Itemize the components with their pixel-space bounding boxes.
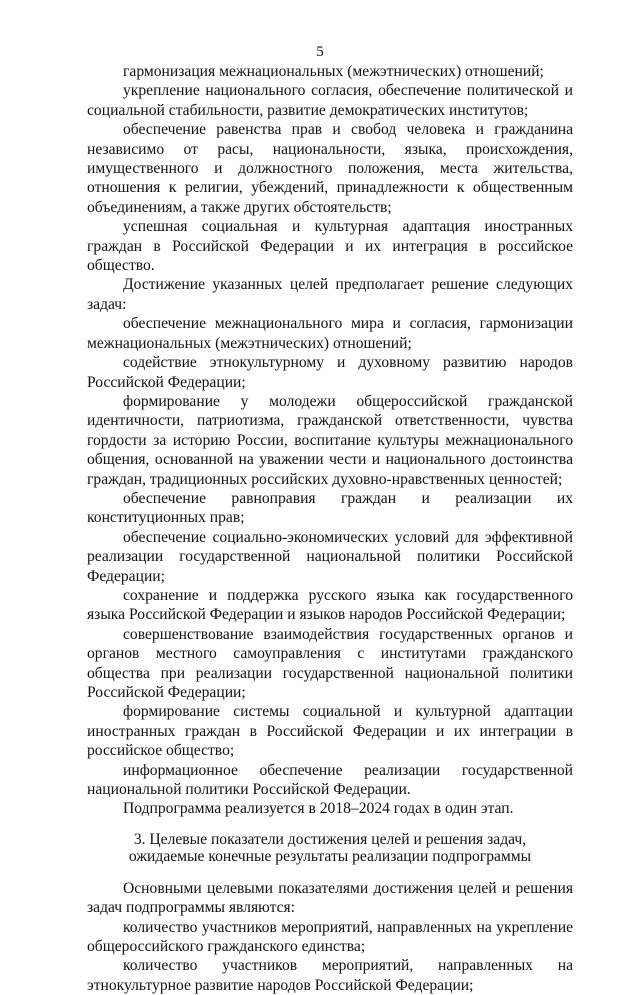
section-heading-line: ожидаемые конечные результаты реализации подпрограммы [128, 847, 532, 865]
paragraph: информационное обеспечение реализации государственной национальной политики Российской Федерации. [87, 761, 573, 799]
document-body [87, 62, 573, 995]
paragraph: Подпрограмма реализуется в 2018–2024 годах в один этап. [123, 800, 514, 818]
paragraph: формирование системы социальной и культурной адаптации иностранных граждан в Российской Федерации и их интеграции в российское общество; [87, 703, 573, 760]
paragraph: обеспечение равенства прав и свобод человека и гражданина независимо от расы, национальности, языка, происхождения, имущественного и должностного положения, места жительства, отношения к религии, убеждений, принадлежности к общественным объединениям, а также других обстоятельств; [87, 121, 573, 216]
paragraph: укрепление национального согласия, обеспечение политической и социальной стабильности, развитие демократических институтов; [87, 82, 573, 119]
paragraph: Основными целевыми показателями достижения целей и решения задач подпрограммы являются: [87, 879, 573, 917]
paragraph: Достижение указанных целей предполагает решение следующих задач: [87, 276, 573, 313]
paragraph: гармонизация межнациональных (межэтнических) отношений; [123, 63, 544, 80]
paragraph: обеспечение межнационального мира и согласия, гармонизации межнациональных (межэтнических) отношений; [87, 315, 573, 352]
page-number: 5 [316, 44, 324, 60]
paragraph: формирование у молодежи общероссийской гражданской идентичности, патриотизма, гражданской ответственности, чувства гордости за историю России, воспитание культуры межнационального общения, основанной на уважении чести и национального достоинства граждан, традиционных российских духовно-нравственных ценностей; [87, 392, 573, 488]
paragraph: успешная социальная и культурная адаптация иностранных граждан в Российской Федерации и их интеграция в российское общество. [87, 218, 573, 275]
paragraph: количество участников мероприятий, направленных на укрепление общероссийского гражданского единства; [87, 918, 573, 956]
paragraph: сохранение и поддержка русского языка как государственного языка Российской Федерации и языков народов Российской Федерации; [87, 586, 573, 624]
section-heading [87, 831, 573, 865]
paragraph: обеспечение социально-экономических условий для эффективной реализации государственной национальной политики Российской Федерации; [87, 528, 573, 585]
section-heading-line: 3. Целевые показатели достижения целей и решения задач, [133, 830, 527, 848]
paragraph: количество участников мероприятий, направленных на этнокультурное развитие народов Российской Федерации; [87, 957, 573, 994]
paragraph: содействие этнокультурному и духовному развитию народов Российской Федерации; [87, 354, 573, 391]
paragraph: совершенствование взаимодействия государственных органов и органов местного самоуправления с институтами гражданского общества при реализации государственной национальной политики Российской Федерации; [87, 625, 573, 701]
paragraph: обеспечение равноправия граждан и реализации их конституционных прав; [87, 489, 573, 527]
